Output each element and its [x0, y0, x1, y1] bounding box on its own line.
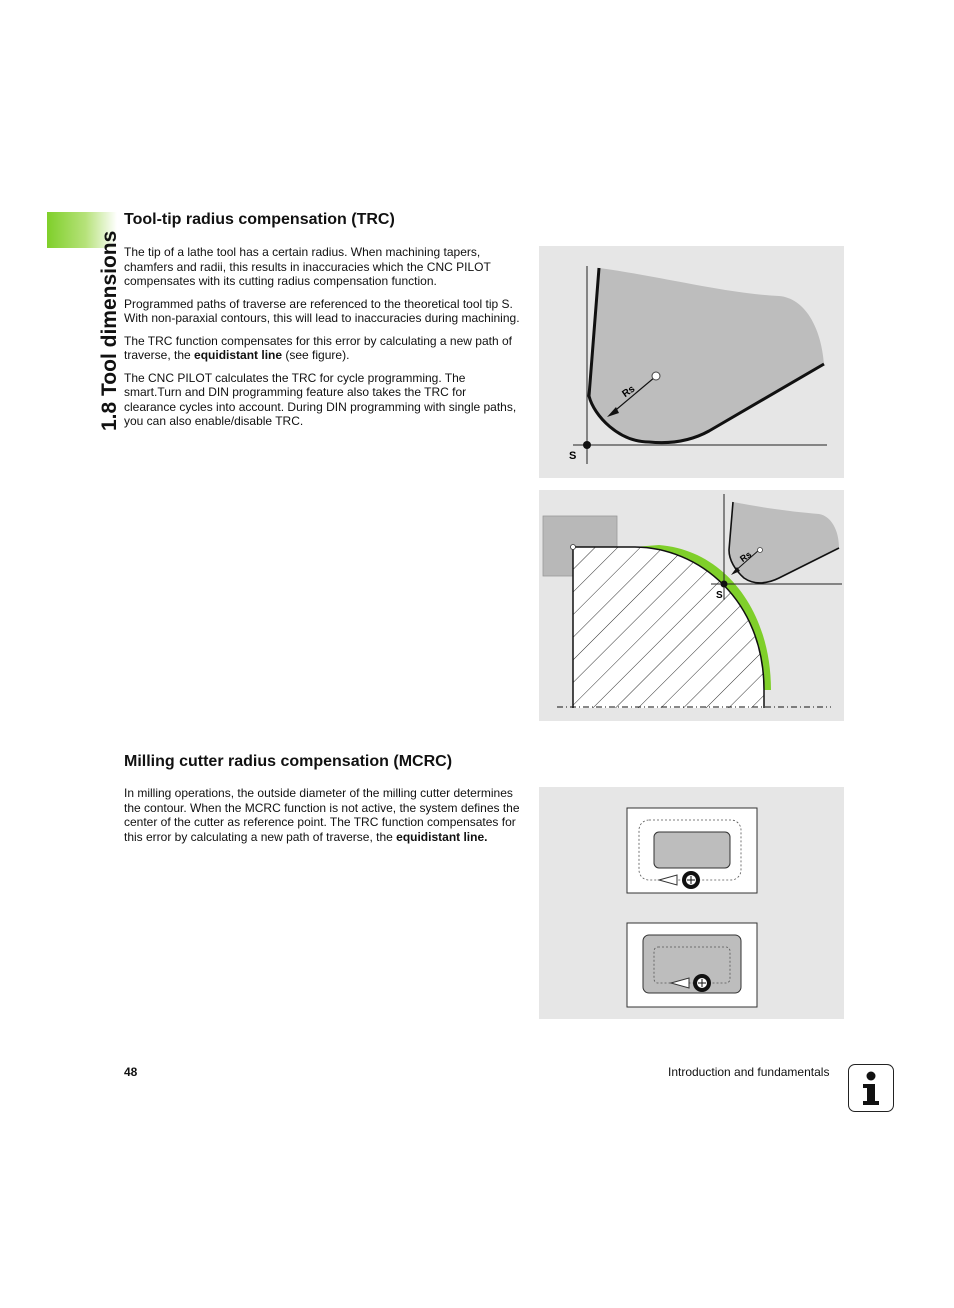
paragraph-text: The TRC function compensates for this error by calculating a new path of traverse, the [124, 333, 512, 362]
paragraph-text: In milling operations, the outside diameter of the milling cutter determines the contour. When the MCRC function is not active, the system defines the center of the cutter as reference point. The TRC function compensates for this error by calculating a new path of traverse, the [124, 786, 520, 844]
paragraph: The CNC PILOT calculates the TRC for cycle programming. The smart.Turn and DIN programming feature also takes the TRC for clearance cycles into account. During DIN programming with single paths, you can also enable/disable TRC. [124, 370, 517, 428]
milling-cutter-icon [682, 871, 700, 889]
figure-trc-tool-tip [539, 246, 844, 478]
label-s: S [569, 450, 577, 462]
section-body-trc [124, 245, 520, 437]
section-heading-mcrc: Milling cutter radius compensation (MCRC) [124, 753, 453, 770]
figure-trc-equidistant [539, 490, 844, 721]
paragraph [124, 786, 520, 844]
bold-term: equidistant line. [396, 829, 488, 844]
figure-trc-tool-tip-drawing [539, 246, 844, 478]
label-rs: Rs [620, 383, 638, 400]
milling-cutter-icon [693, 974, 711, 992]
paragraph [124, 334, 520, 363]
section-heading-trc: Tool-tip radius compensation (TRC) [124, 211, 395, 228]
label-rs: Rs [738, 549, 754, 564]
section-body-mcrc [124, 786, 520, 852]
paragraph: Programmed paths of traverse are referenced to the theoretical tool tip S. With non-paraxial contours, this will lead to inaccuracies during machining. [124, 296, 520, 325]
paragraph-text: (see figure). [282, 348, 350, 362]
paragraph: The tip of a lathe tool has a certain radius. When machining tapers, chamfers and radii, this results in inaccuracies which the CNC PILOT compensates with its cutting radius compensation function. [124, 245, 491, 288]
figure-mcrc-milling [539, 787, 844, 1019]
figure-mcrc-drawing [539, 787, 844, 1019]
bold-term: equidistant line [194, 348, 283, 362]
chapter-title-text: 1.8 Tool dimensions [98, 230, 121, 431]
figure-trc-equidistant-drawing [539, 490, 844, 721]
label-s: S [716, 590, 723, 601]
page-number: 48 [124, 1065, 138, 1079]
info-icon [848, 1064, 894, 1112]
footer-section-name: Introduction and fundamentals [668, 1065, 830, 1079]
chapter-title-vertical [76, 213, 121, 443]
